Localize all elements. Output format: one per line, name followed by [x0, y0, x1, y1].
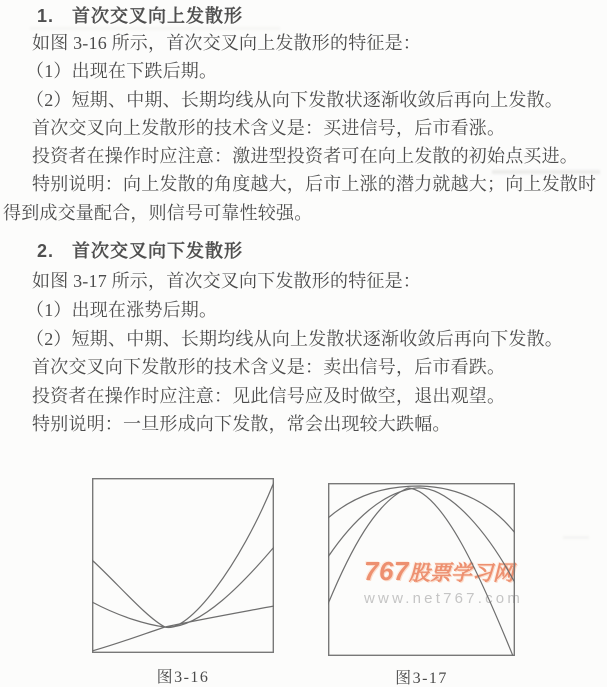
paragraph-line: （1）出现在下跌后期。	[26, 61, 218, 81]
scan-smudge	[563, 536, 589, 539]
paragraph-line: 得到成交量配合，则信号可靠性较强。	[3, 203, 313, 223]
paragraph-line: 投资者在操作时应注意：激进型投资者可在向上发散的初始点买进。	[32, 146, 578, 166]
figure-3-16-caption: 图3-16	[156, 669, 210, 686]
paragraph-line: 特别说明：向上发散的角度越大，后市上涨的潜力就越大；向上发散时	[32, 174, 597, 194]
figure-3-17	[328, 483, 515, 656]
figure-3-17-caption: 图3-17	[395, 670, 448, 687]
long-term-ma-curve	[92, 606, 274, 651]
figure-3-17-frame	[329, 484, 515, 656]
paragraph-line: （1）出现在涨势后期。	[26, 300, 218, 320]
mid-term-ma-curve	[328, 488, 515, 583]
figure-3-16-frame	[93, 479, 274, 653]
paragraph-line: （2）短期、中期、长期均线从向上发散状逐渐收敛后再向下发散。	[26, 329, 563, 349]
watermark-site-number: 767	[364, 556, 409, 586]
paragraph-line: 首次交叉向上发散形的技术含义是：买进信号，后市看涨。	[32, 118, 506, 138]
paragraph-line: 投资者在操作时应注意：见此信号应及时做空，退出观望。	[32, 386, 506, 406]
paragraph-line: 如图 3-17 所示，首次交叉向下发散形的特征是：	[32, 271, 421, 291]
figure-3-16-diagram	[92, 478, 274, 653]
section-2-title: 首次交叉向下发散形	[72, 241, 244, 261]
paragraph-line: 首次交叉向下发散形的技术含义是：卖出信号，后市看跌。	[32, 357, 506, 377]
section-2-number: 2.	[37, 241, 55, 261]
watermark-site-text: 股票学习网	[408, 562, 514, 585]
short-term-ma-curve	[328, 488, 513, 656]
figure-3-17-diagram	[328, 483, 515, 656]
section-2-heading	[37, 241, 243, 261]
watermark-url: www.net767.com	[364, 590, 524, 607]
section-1-title: 首次交叉向上发散形	[72, 6, 244, 26]
scan-smudge	[30, 27, 280, 30]
paragraph-line: 如图 3-16 所示，首次交叉向上发散形的特征是：	[32, 33, 421, 53]
paragraph-line: （2）短期、中期、长期均线从向下发散状逐渐收敛后再向上发散。	[26, 90, 563, 110]
paragraph-line: 特别说明：一旦形成向下发散，常会出现较大跌幅。	[32, 414, 451, 434]
short-term-ma-curve	[92, 482, 274, 627]
section-1-number: 1.	[37, 6, 55, 26]
figure-3-16	[92, 478, 274, 653]
section-1-heading	[37, 6, 243, 26]
